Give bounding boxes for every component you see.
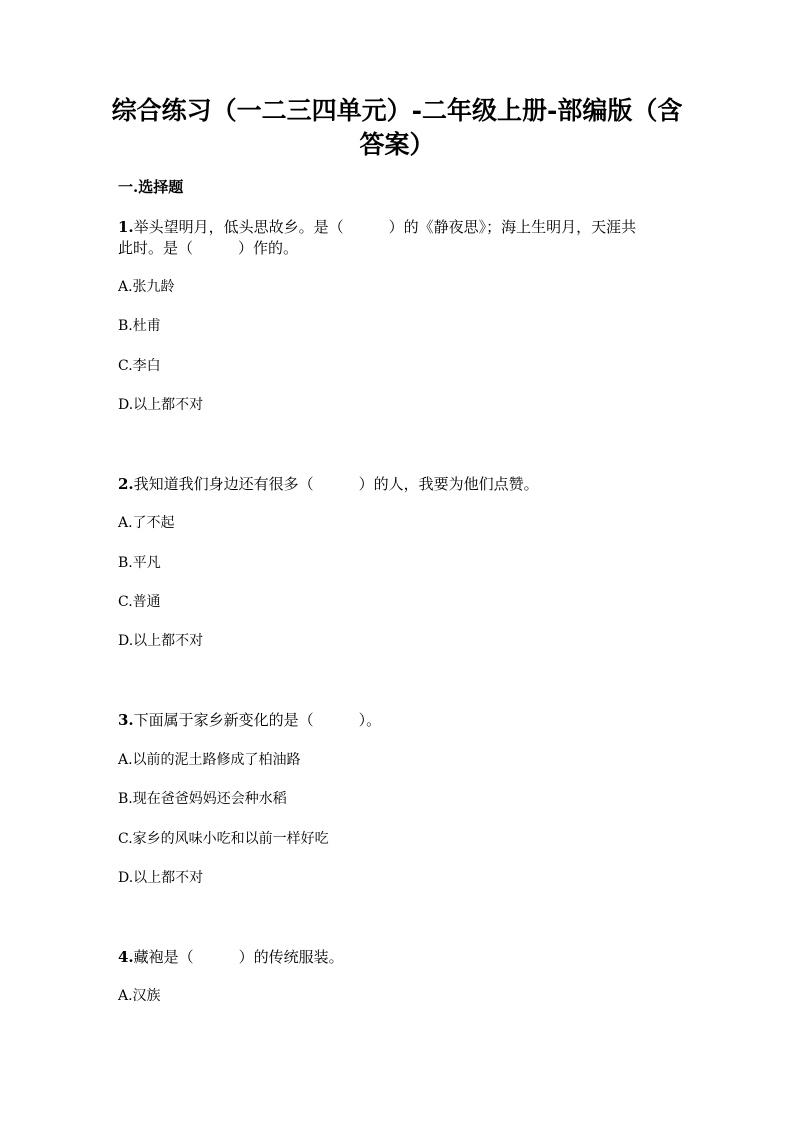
option-a: A.了不起 bbox=[118, 515, 175, 531]
question-text-line1: 举头望明月，低头思故乡。是（ ）的《静夜思》；海上生明月，天涯共 bbox=[133, 218, 637, 236]
question-number: 2. bbox=[118, 475, 134, 493]
option-c: C.普通 bbox=[118, 594, 161, 610]
question-text-line1: 藏袍是（ ）的传统服装。 bbox=[133, 948, 344, 966]
question-2 bbox=[118, 474, 678, 495]
question-number: 3. bbox=[118, 711, 134, 729]
option-a: A.张九龄 bbox=[118, 279, 175, 295]
question-1 bbox=[118, 217, 678, 259]
section-heading: 一.选择题 bbox=[118, 178, 184, 196]
option-b: B.杜甫 bbox=[118, 318, 161, 334]
question-text-line1: 下面属于家乡新变化的是（ ）。 bbox=[133, 711, 382, 729]
question-4 bbox=[118, 947, 678, 968]
page-title-line1: 综合练习（一二三四单元）-二年级上册-部编版（含 bbox=[111, 96, 683, 125]
option-b: B.现在爸爸妈妈还会种水稻 bbox=[118, 791, 287, 807]
question-3 bbox=[118, 710, 678, 731]
option-d: D.以上都不对 bbox=[118, 870, 204, 886]
option-a: A.以前的泥土路修成了柏油路 bbox=[118, 752, 301, 768]
option-d: D.以上都不对 bbox=[118, 397, 204, 413]
page-title-line2: 答案） bbox=[359, 130, 435, 159]
question-text-line1: 我知道我们身边还有很多（ ）的人，我要为他们点赞。 bbox=[133, 475, 539, 493]
option-c: C.李白 bbox=[118, 358, 161, 374]
option-a: A.汉族 bbox=[118, 988, 161, 1004]
question-number: 4. bbox=[118, 948, 134, 966]
option-d: D.以上都不对 bbox=[118, 633, 204, 649]
question-text-line2: 此时。是（ ）作的。 bbox=[118, 239, 299, 257]
option-c: C.家乡的风味小吃和以前一样好吃 bbox=[118, 831, 329, 847]
question-number: 1. bbox=[118, 218, 134, 236]
option-b: B.平凡 bbox=[118, 555, 161, 571]
